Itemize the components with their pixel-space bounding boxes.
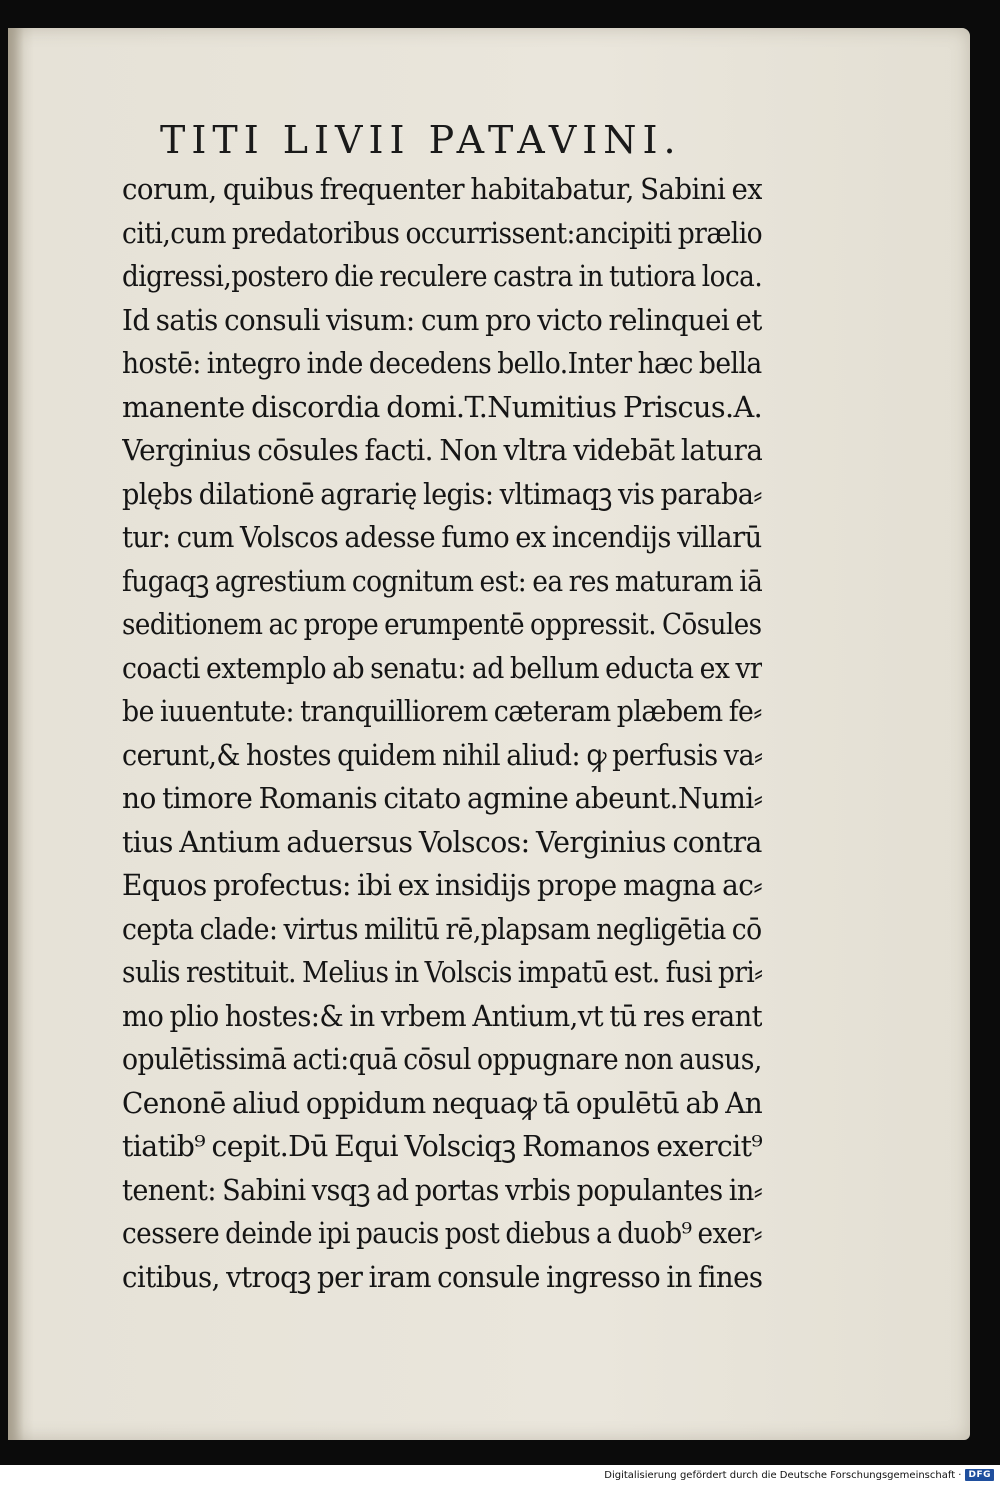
text-line	[122, 821, 762, 865]
text-line	[122, 1082, 762, 1126]
text-line-inner: citibus, vtroqꝫ per iram consule ingresso in fines	[122, 1259, 762, 1294]
text-line-inner: cepta clade: virtus militū rē,plapsam negligētia cō	[122, 911, 762, 946]
text-line-inner: coacti extemplo ab senatu: ad bellum educta ex vr	[122, 650, 762, 685]
text-line	[122, 777, 762, 821]
text-line	[122, 1212, 762, 1256]
text-line	[122, 560, 762, 604]
text-line	[122, 1038, 762, 1082]
digitization-footer	[604, 1467, 994, 1483]
text-line-inner: Cenonē aliud oppidum nequaꝙ tā opulētū ab An	[122, 1085, 762, 1120]
page-gutter-shadow	[8, 28, 24, 1440]
text-line	[122, 255, 762, 299]
dfg-logo: DFG	[965, 1469, 994, 1481]
text-line-inner: sulis restituit. Melius in Volscis impatū est. fusi pri⸗	[122, 955, 762, 989]
text-line	[122, 603, 762, 647]
text-line-inner: Id satis consuli visum: cum pro victo relinquei et	[122, 302, 762, 337]
text-line	[122, 1169, 762, 1213]
text-line-inner: cessere deinde ipi paucis post diebus a duob⁹ exer⸗	[122, 1216, 762, 1250]
text-line-inner: no timore Romanis citato agmine abeunt.Numi⸗	[122, 781, 762, 815]
text-line	[122, 342, 762, 386]
text-line	[122, 908, 762, 952]
text-line	[122, 168, 762, 212]
text-line-inner: opulētissimā acti:quā cōsul oppugnare non ausus,	[122, 1042, 762, 1076]
text-line	[122, 516, 762, 560]
text-line	[122, 299, 762, 343]
text-line	[122, 429, 762, 473]
text-line	[122, 951, 762, 995]
text-line-inner: tenent: Sabini vsqꝫ ad portas vrbis populantes in⸗	[122, 1172, 762, 1207]
text-line	[122, 995, 762, 1039]
text-line-inner: Equos profectus: ibi ex insidijs prope magna ac⸗	[122, 868, 762, 902]
text-line-inner: tur: cum Volscos adesse fumo ex incendijs villarū	[122, 520, 762, 554]
text-line-inner: tiatib⁹ cepit.Dū Equi Volsciqꝫ Romanos exercit⁹	[122, 1129, 762, 1163]
text-line	[122, 473, 762, 517]
text-line-inner: fugaqꝫ agrestium cognitum est: ea res maturam iā	[122, 563, 762, 598]
text-line-inner: seditionem ac prope erumpentē oppressit. Cōsules	[122, 607, 762, 641]
text-line-inner: citi,cum predatoribus occurrissent:ancipiti prælio	[122, 215, 762, 250]
text-line	[122, 734, 762, 778]
text-line-inner: cerunt,& hostes quidem nihil aliud: ꝙ perfusis va⸗	[122, 737, 762, 772]
text-line	[122, 1256, 762, 1300]
text-line	[122, 386, 762, 430]
text-line-inner: mo plio hostes:& in vrbem Antium,vt tū res erant	[122, 998, 762, 1033]
text-line	[122, 647, 762, 691]
text-line	[122, 212, 762, 256]
text-line-inner: manente discordia domi.T.Numitius Priscus.A.	[122, 389, 762, 424]
running-head: TITI LIVII PATAVINI.	[160, 118, 682, 162]
text-line	[122, 864, 762, 908]
text-line	[122, 1125, 762, 1169]
text-line	[122, 690, 762, 734]
text-line-inner: Verginius cōsules facti. Non vltra videbāt latura	[122, 433, 762, 467]
text-line-inner: be iuuentute: tranquilliorem cæteram plæbem fe⸗	[122, 694, 762, 728]
footer-text: Digitalisierung gefördert durch die Deutsche Forschungsgemeinschaft ·	[604, 1469, 962, 1481]
text-line-inner: hostē: integro inde decedens bello.Inter hæc bella	[122, 346, 762, 380]
text-line-inner: digressi,postero die reculere castra in tutiora loca.	[122, 259, 762, 293]
text-line-inner: corum, quibus frequenter habitabatur, Sabini ex	[122, 172, 762, 206]
text-block	[122, 168, 762, 1299]
text-line-inner: tius Antium aduersus Volscos: Verginius contra	[122, 824, 762, 859]
text-line-inner: plębs dilationē agrarię legis: vltimaqꝫ vis paraba⸗	[122, 476, 762, 511]
